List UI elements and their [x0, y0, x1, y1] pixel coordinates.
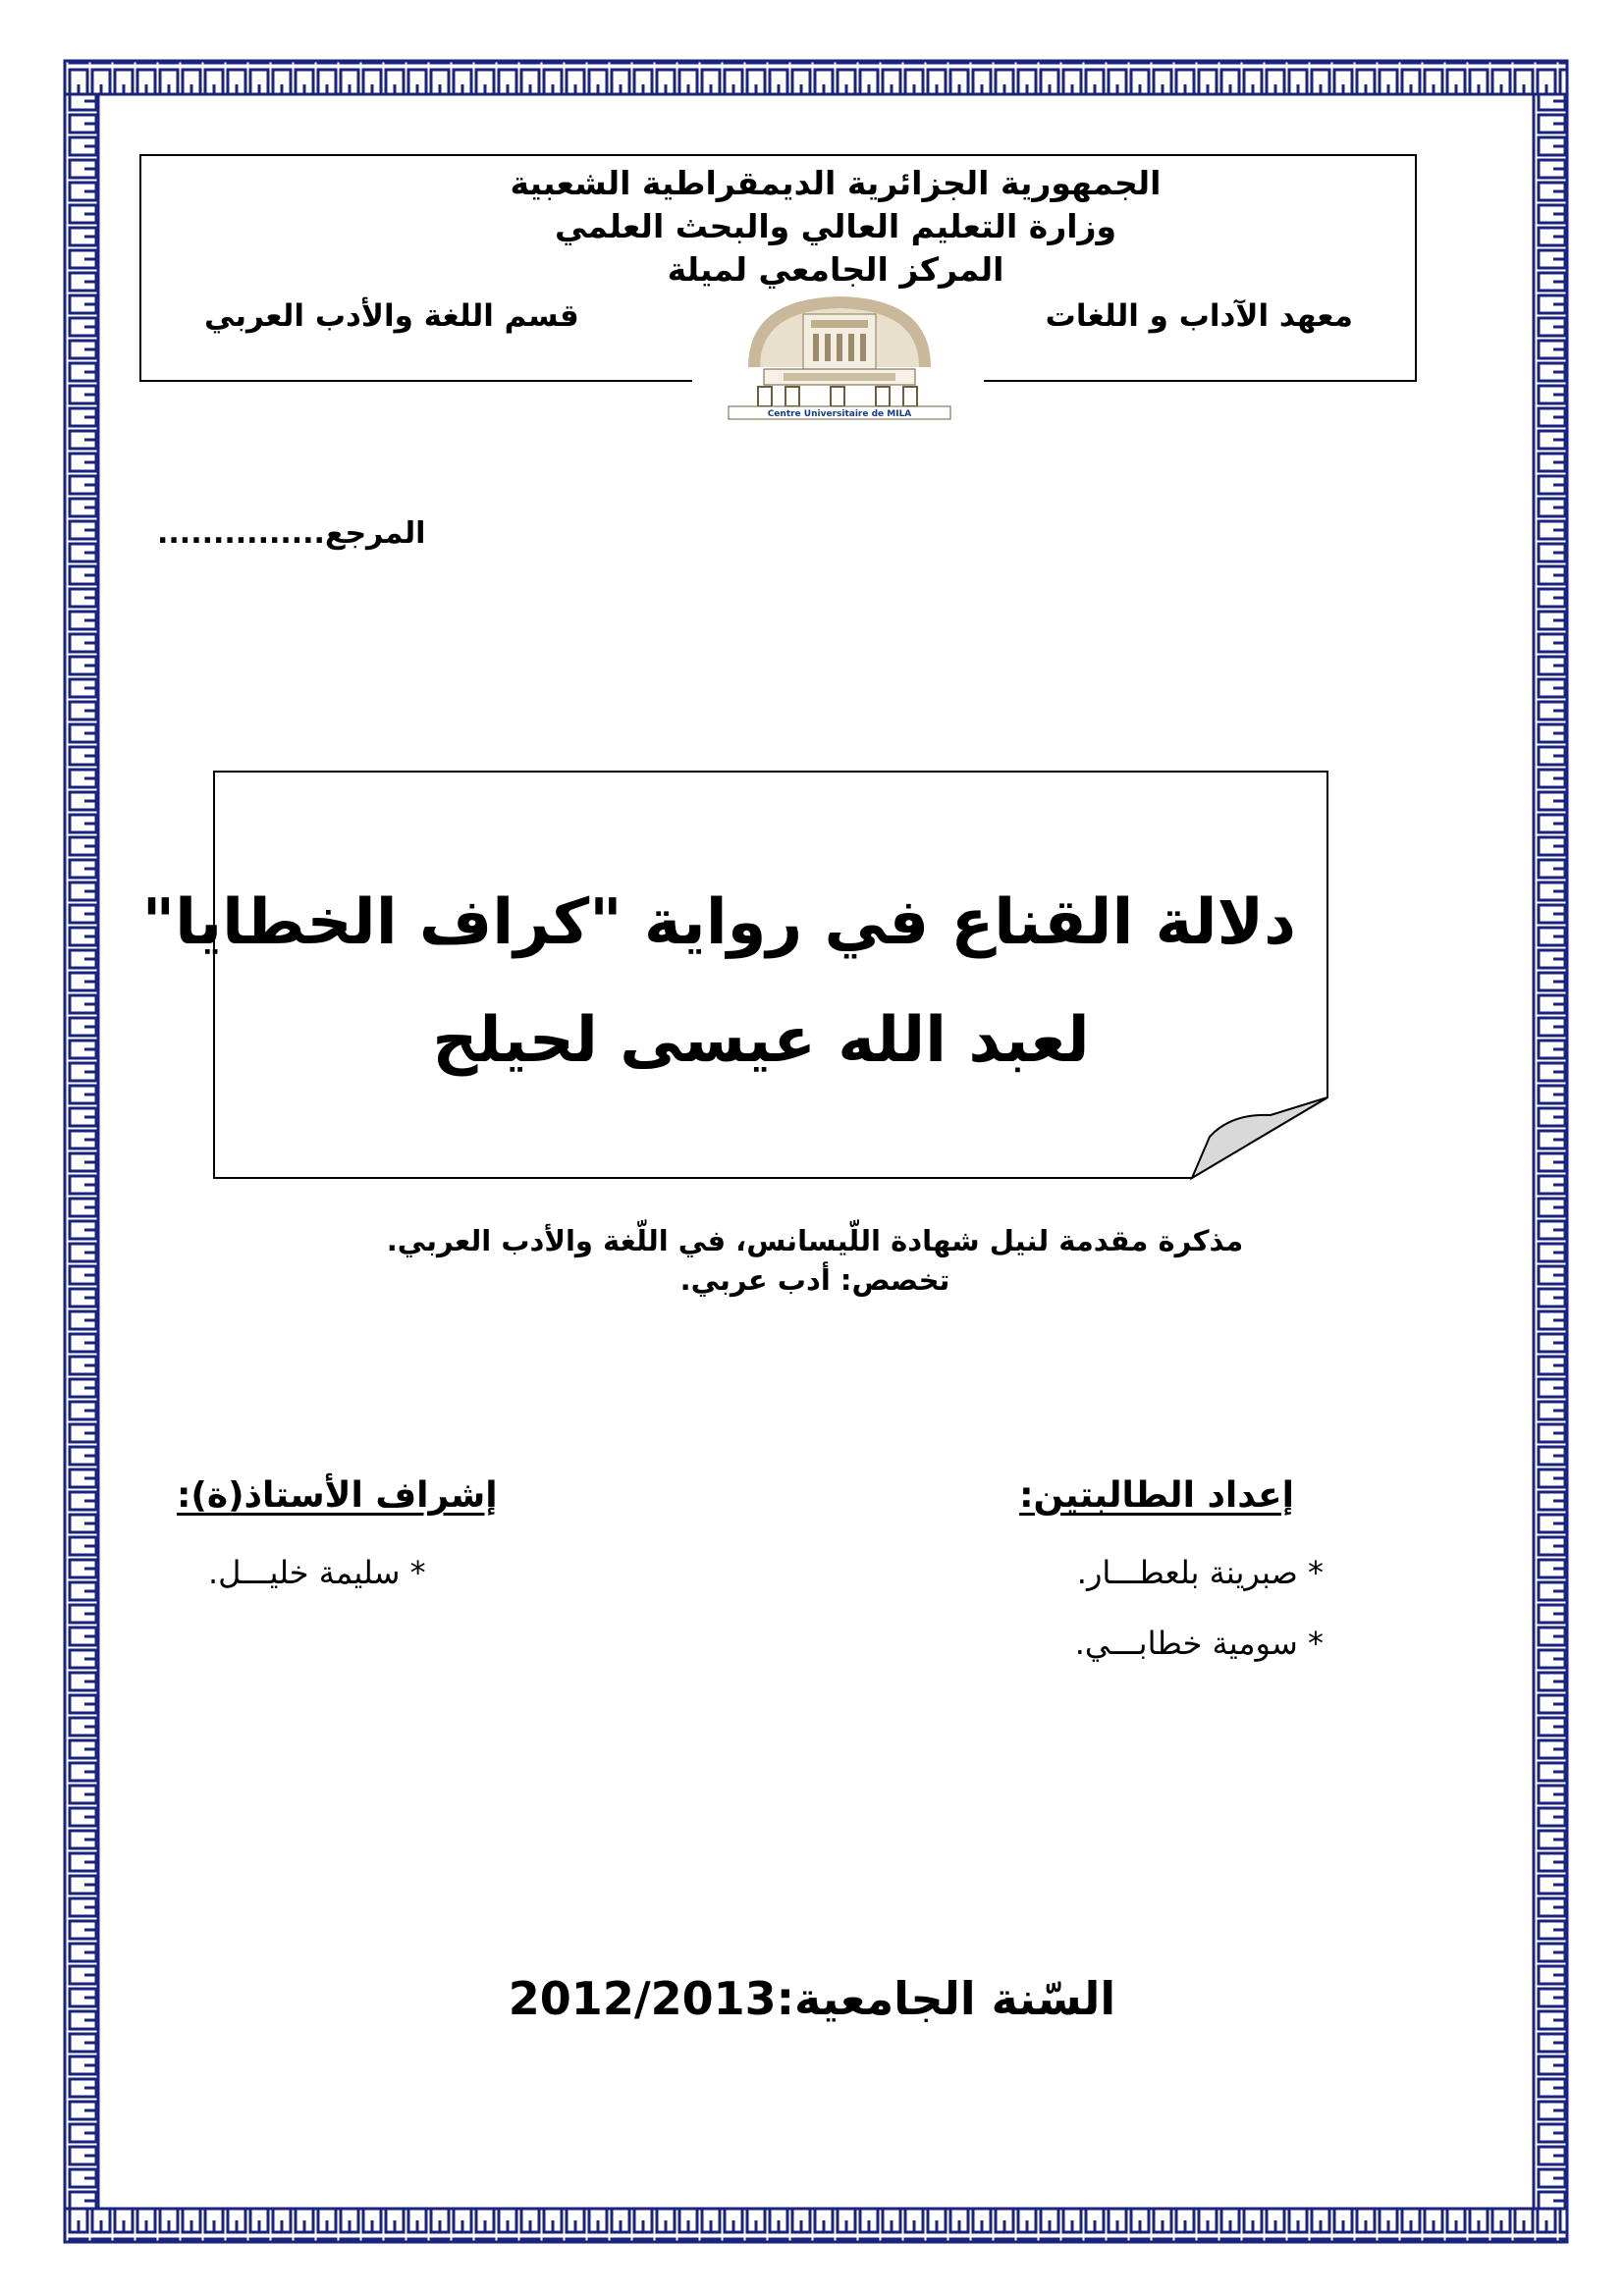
republic-name: الجمهورية الجزائرية الديمقراطية الشعبية	[510, 164, 1162, 202]
reference-field: المرجع...............	[157, 516, 426, 551]
ministry-name: وزارة التعليم العالي والبحث العلمي	[554, 207, 1117, 245]
thesis-title-line-2: لعبد الله عيسى لحيلح	[432, 1004, 1090, 1077]
students-heading: إعداد الطالبتين:	[1019, 1475, 1294, 1516]
institute-label: معهد الآداب و اللغات	[1045, 298, 1353, 334]
specialization: تخصص: أدب عربي.	[679, 1263, 950, 1297]
academic-year: السّنة الجامعية:2012/2013	[508, 1972, 1116, 2025]
supervisor-name: * سليمة خليـــل.	[208, 1554, 426, 1591]
logo-caption: Centre Universitaire de MILA	[767, 409, 912, 419]
department-label: قسم اللغة والأدب العربي	[204, 298, 579, 334]
thesis-title-line-1: دلالة القناع في رواية "كراف الخطايا"	[141, 886, 1296, 959]
student-name: * سومية خطابـــي.	[1074, 1625, 1324, 1662]
title-frame	[141, 770, 1339, 1182]
degree-statement: مذكرة مقدمة لنيل شهادة اللّيسانس، في اللّغة والأدب العربي.	[386, 1224, 1244, 1257]
university-logo	[725, 289, 954, 420]
student-name: * صبرينة بلعطـــار.	[1076, 1554, 1324, 1591]
supervisor-heading: إشراف الأستاذ(ة):	[177, 1475, 498, 1516]
university-center-name: المركز الجامعي لميلة	[667, 250, 1004, 289]
